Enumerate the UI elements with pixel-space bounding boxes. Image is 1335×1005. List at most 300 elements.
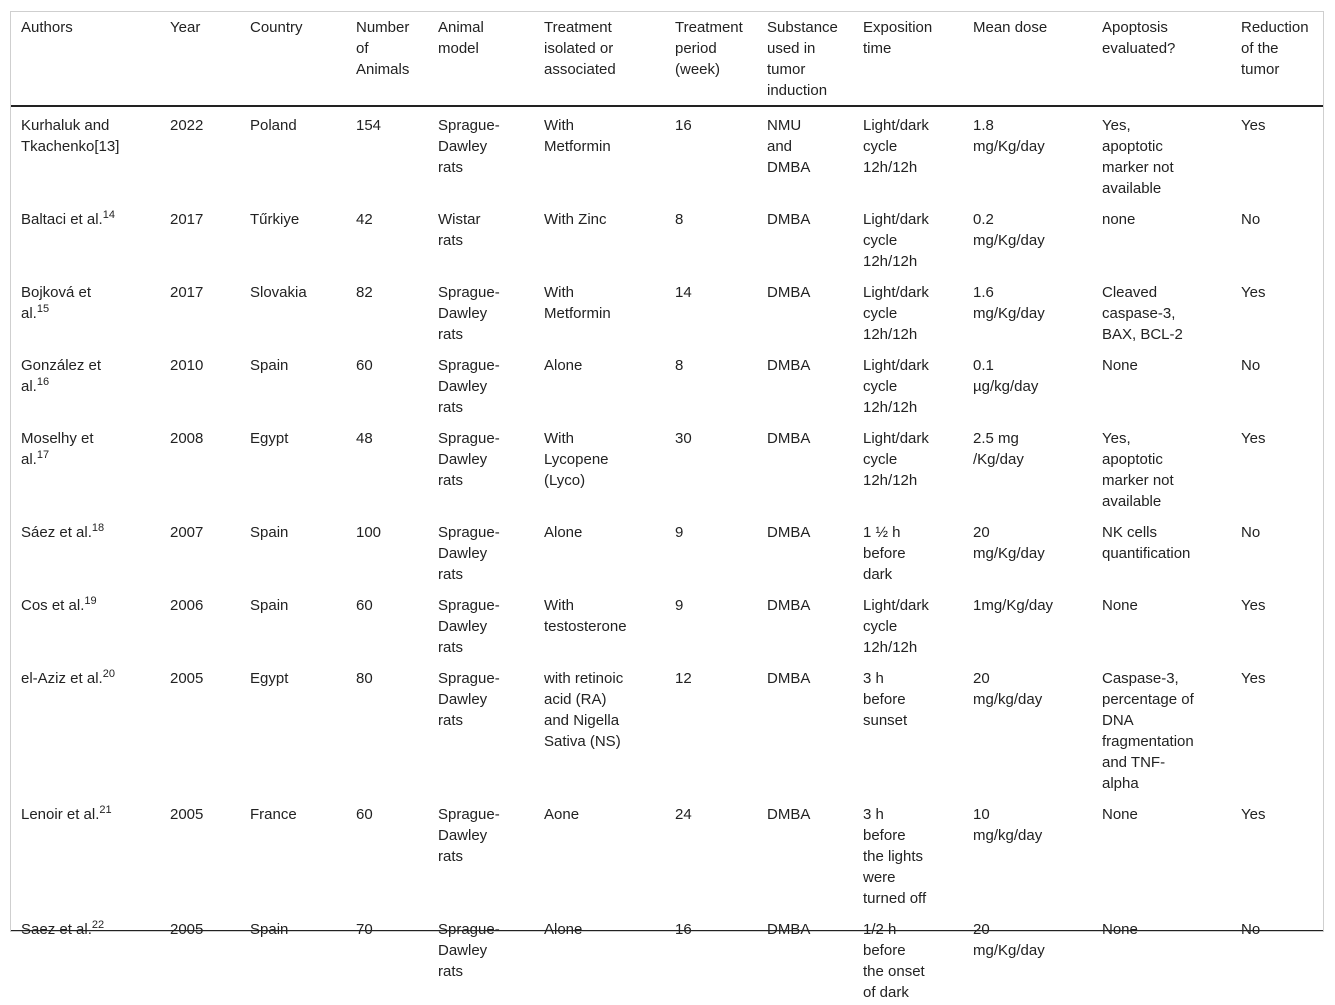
- substance-cell-line: DMBA: [767, 597, 811, 614]
- country-cell: [240, 587, 346, 660]
- exposition-cell-line: dark: [863, 566, 893, 583]
- country-cell: [240, 420, 346, 514]
- exposition-cell-line: cycle: [863, 232, 898, 249]
- dose-cell-line: mg/Kg/day: [973, 545, 1045, 562]
- year-cell-line: 2017: [170, 284, 204, 301]
- model-cell-line: rats: [438, 472, 464, 489]
- table-row: [11, 106, 1323, 201]
- apoptosis-cell: [1092, 420, 1231, 514]
- substance-cell: [757, 796, 853, 911]
- model-cell: [428, 587, 534, 660]
- dose-cell-line: 1mg/Kg/day: [973, 597, 1054, 614]
- column-header-line: induction: [767, 82, 828, 99]
- column-header: [534, 12, 665, 106]
- exposition-cell-line: cycle: [863, 138, 898, 155]
- exposition-cell-line: cycle: [863, 618, 898, 635]
- exposition-cell: [853, 106, 963, 201]
- data-table: [11, 12, 1323, 1005]
- animals-cell-line: 70: [356, 921, 373, 938]
- reduction-cell: [1231, 201, 1323, 274]
- country-cell: [240, 347, 346, 420]
- dose-cell-line: 20: [973, 921, 990, 938]
- animals-cell-line: 60: [356, 357, 373, 374]
- treatment-cell-line: testosterone: [544, 618, 627, 635]
- year-cell-line: 2022: [170, 117, 204, 134]
- exposition-cell-line: cycle: [863, 305, 898, 322]
- column-header-line: time: [863, 40, 892, 57]
- exposition-cell-line: were: [863, 869, 896, 886]
- author-text: González et: [21, 357, 102, 374]
- author-text: Kurhaluk and: [21, 117, 110, 134]
- country-cell: [240, 274, 346, 347]
- model-cell-line: Dawley: [438, 827, 488, 844]
- treatment-cell-line: (Lyco): [544, 472, 586, 489]
- column-header-line: Year: [170, 19, 201, 36]
- country-cell-line: Poland: [250, 117, 297, 134]
- model-cell-line: Sprague-: [438, 670, 500, 687]
- author-text: el-Aziz et al.: [21, 670, 103, 687]
- exposition-cell: [853, 514, 963, 587]
- model-cell-line: Dawley: [438, 378, 488, 395]
- apoptosis-cell-line: quantification: [1102, 545, 1191, 562]
- exposition-cell-line: the onset: [863, 963, 925, 980]
- author-text: Saez et al.: [21, 921, 92, 938]
- reference-number: 18: [91, 522, 105, 534]
- model-cell-line: Sprague-: [438, 357, 500, 374]
- dose-cell: [963, 347, 1092, 420]
- table-bottom-rule: [11, 930, 1323, 931]
- author-text: al.: [21, 305, 37, 322]
- dose-cell-line: mg/Kg/day: [973, 138, 1045, 155]
- reduction-cell: [1231, 514, 1323, 587]
- exposition-cell-line: Light/dark: [863, 117, 929, 134]
- author-text: al.: [21, 451, 37, 468]
- apoptosis-cell-line: NK cells: [1102, 524, 1158, 541]
- apoptosis-cell: [1092, 347, 1231, 420]
- treatment-cell-line: With: [544, 597, 574, 614]
- dose-cell: [963, 660, 1092, 796]
- substance-cell: [757, 347, 853, 420]
- author-cell: [11, 660, 160, 796]
- country-cell-line: Spain: [250, 597, 289, 614]
- author-text: al.: [21, 378, 37, 395]
- model-cell-line: Dawley: [438, 942, 488, 959]
- apoptosis-cell: [1092, 514, 1231, 587]
- model-cell-line: Sprague-: [438, 430, 500, 447]
- treatment-cell: [534, 420, 665, 514]
- reduction-cell-line: Yes: [1241, 430, 1266, 447]
- period-cell: [665, 347, 757, 420]
- period-cell-line: 9: [675, 597, 684, 614]
- reduction-cell: [1231, 911, 1323, 1005]
- period-cell-line: 30: [675, 430, 692, 447]
- country-cell: [240, 660, 346, 796]
- year-cell: [160, 796, 240, 911]
- model-cell-line: Sprague-: [438, 921, 500, 938]
- reduction-cell-line: Yes: [1241, 597, 1266, 614]
- author-text: Moselhy et: [21, 430, 94, 447]
- animals-cell: [346, 274, 428, 347]
- model-cell-line: rats: [438, 848, 464, 865]
- column-header-line: associated: [544, 61, 616, 78]
- substance-cell: [757, 106, 853, 201]
- reduction-cell-line: Yes: [1241, 806, 1266, 823]
- model-cell-line: Dawley: [438, 618, 488, 635]
- reference-number: 16: [36, 376, 50, 388]
- apoptosis-cell-line: percentage of: [1102, 691, 1194, 708]
- model-cell: [428, 420, 534, 514]
- dose-cell: [963, 911, 1092, 1005]
- substance-cell-line: DMBA: [767, 430, 811, 447]
- column-header: [963, 12, 1092, 106]
- country-cell-line: France: [250, 806, 297, 823]
- treatment-cell: [534, 347, 665, 420]
- animals-cell-line: 100: [356, 524, 382, 541]
- author-cell: [11, 911, 160, 1005]
- model-cell-line: Sprague-: [438, 806, 500, 823]
- table-row: [11, 587, 1323, 660]
- exposition-cell-line: Light/dark: [863, 597, 929, 614]
- table-header-row: [11, 12, 1323, 106]
- table-row: [11, 796, 1323, 911]
- column-header-line: model: [438, 40, 479, 57]
- year-cell-line: 2005: [170, 806, 204, 823]
- apoptosis-cell: [1092, 796, 1231, 911]
- exposition-cell-line: Light/dark: [863, 211, 929, 228]
- table-row: [11, 274, 1323, 347]
- apoptosis-cell-line: apoptotic: [1102, 138, 1163, 155]
- author-cell-line: [21, 115, 156, 136]
- substance-cell: [757, 514, 853, 587]
- table-row: [11, 514, 1323, 587]
- model-cell-line: Dawley: [438, 545, 488, 562]
- model-cell: [428, 796, 534, 911]
- column-header: [428, 12, 534, 106]
- model-cell-line: Dawley: [438, 305, 488, 322]
- exposition-cell-line: 12h/12h: [863, 472, 918, 489]
- model-cell-line: Dawley: [438, 138, 488, 155]
- substance-cell: [757, 201, 853, 274]
- column-header: [1092, 12, 1231, 106]
- exposition-cell-line: 12h/12h: [863, 159, 918, 176]
- column-header-line: Number: [356, 19, 410, 36]
- reference-number: 17: [36, 449, 50, 461]
- dose-cell-line: mg/Kg/day: [973, 305, 1045, 322]
- apoptosis-cell: [1092, 587, 1231, 660]
- period-cell-line: 14: [675, 284, 692, 301]
- model-cell: [428, 911, 534, 1005]
- substance-cell: [757, 587, 853, 660]
- apoptosis-cell-line: alpha: [1102, 775, 1139, 792]
- author-cell: [11, 201, 160, 274]
- dose-cell-line: 0.1: [973, 357, 994, 374]
- country-cell-line: Spain: [250, 357, 289, 374]
- exposition-cell-line: sunset: [863, 712, 908, 729]
- period-cell: [665, 587, 757, 660]
- substance-cell-line: DMBA: [767, 670, 811, 687]
- dose-cell-line: 1.6: [973, 284, 994, 301]
- treatment-cell: [534, 587, 665, 660]
- apoptosis-cell: [1092, 911, 1231, 1005]
- author-cell-line: [21, 136, 156, 157]
- apoptosis-cell-line: apoptotic: [1102, 451, 1163, 468]
- treatment-cell: [534, 274, 665, 347]
- apoptosis-cell-line: caspase-3,: [1102, 305, 1176, 322]
- substance-cell-line: DMBA: [767, 806, 811, 823]
- author-cell: [11, 274, 160, 347]
- model-cell: [428, 660, 534, 796]
- column-header: [160, 12, 240, 106]
- author-cell-line: [21, 282, 156, 303]
- exposition-cell-line: Light/dark: [863, 284, 929, 301]
- animals-cell: [346, 106, 428, 201]
- column-header-line: Animal: [438, 19, 484, 36]
- year-cell: [160, 587, 240, 660]
- model-cell-line: Dawley: [438, 451, 488, 468]
- treatment-cell: [534, 201, 665, 274]
- column-header-line: evaluated?: [1102, 40, 1176, 57]
- apoptosis-cell-line: BAX, BCL-2: [1102, 326, 1183, 343]
- column-header: [1231, 12, 1323, 106]
- column-header-line: (week): [675, 61, 721, 78]
- country-cell-line: Slovakia: [250, 284, 307, 301]
- apoptosis-cell-line: Yes,: [1102, 117, 1131, 134]
- apoptosis-cell-line: and TNF-: [1102, 754, 1166, 771]
- model-cell-line: rats: [438, 326, 464, 343]
- dose-cell: [963, 274, 1092, 347]
- period-cell-line: 12: [675, 670, 692, 687]
- model-cell-line: Sprague-: [438, 524, 500, 541]
- period-cell: [665, 106, 757, 201]
- author-cell-line: [21, 449, 156, 470]
- model-cell: [428, 347, 534, 420]
- treatment-cell-line: and Nigella: [544, 712, 620, 729]
- apoptosis-cell: [1092, 660, 1231, 796]
- treatment-cell-line: With Zinc: [544, 211, 607, 228]
- column-header-line: Apoptosis: [1102, 19, 1168, 36]
- period-cell-line: 16: [675, 921, 692, 938]
- animals-cell: [346, 911, 428, 1005]
- treatment-cell-line: With: [544, 430, 574, 447]
- apoptosis-cell-line: available: [1102, 493, 1162, 510]
- dose-cell: [963, 587, 1092, 660]
- substance-cell-line: DMBA: [767, 524, 811, 541]
- dose-cell-line: 2.5 mg: [973, 430, 1019, 447]
- substance-cell: [757, 274, 853, 347]
- model-cell-line: Wistar: [438, 211, 481, 228]
- treatment-cell-line: Aone: [544, 806, 580, 823]
- period-cell-line: 16: [675, 117, 692, 134]
- model-cell: [428, 514, 534, 587]
- table-body: [11, 106, 1323, 1005]
- country-cell-line: Spain: [250, 921, 289, 938]
- animals-cell-line: 42: [356, 211, 373, 228]
- exposition-cell: [853, 911, 963, 1005]
- year-cell: [160, 347, 240, 420]
- year-cell: [160, 660, 240, 796]
- reduction-cell: [1231, 420, 1323, 514]
- country-cell: [240, 514, 346, 587]
- year-cell: [160, 106, 240, 201]
- reference-number: 19: [84, 595, 97, 607]
- apoptosis-cell-line: marker not: [1102, 159, 1174, 176]
- exposition-cell: [853, 347, 963, 420]
- author-cell-line: [21, 355, 156, 376]
- apoptosis-cell-line: None: [1102, 597, 1138, 614]
- country-cell-line: Egypt: [250, 670, 289, 687]
- author-text: Cos et al.: [21, 597, 85, 614]
- year-cell: [160, 274, 240, 347]
- exposition-cell-line: cycle: [863, 378, 898, 395]
- column-header-line: of the: [1241, 40, 1279, 57]
- exposition-cell-line: 3 h: [863, 670, 884, 687]
- country-cell-line: Tűrkiye: [250, 211, 300, 228]
- period-cell-line: 8: [675, 211, 684, 228]
- exposition-cell: [853, 274, 963, 347]
- animals-cell-line: 80: [356, 670, 373, 687]
- model-cell-line: rats: [438, 566, 464, 583]
- treatment-cell: [534, 106, 665, 201]
- apoptosis-cell-line: marker not: [1102, 472, 1174, 489]
- exposition-cell-line: of dark: [863, 984, 909, 1001]
- apoptosis-cell: [1092, 201, 1231, 274]
- treatment-cell-line: With: [544, 284, 574, 301]
- substance-cell-line: DMBA: [767, 921, 811, 938]
- country-cell: [240, 796, 346, 911]
- exposition-cell-line: 12h/12h: [863, 639, 918, 656]
- reduction-cell-line: No: [1241, 357, 1261, 374]
- reduction-cell: [1231, 660, 1323, 796]
- treatment-cell-line: Metformin: [544, 305, 611, 322]
- reduction-cell: [1231, 106, 1323, 201]
- model-cell-line: rats: [438, 232, 464, 249]
- column-header-line: Exposition: [863, 19, 933, 36]
- dose-cell: [963, 106, 1092, 201]
- column-header-line: used in: [767, 40, 816, 57]
- table-row: [11, 660, 1323, 796]
- exposition-cell-line: before: [863, 942, 906, 959]
- apoptosis-cell-line: None: [1102, 806, 1138, 823]
- author-text: Bojková et: [21, 284, 92, 301]
- dose-cell-line: 1.8: [973, 117, 994, 134]
- year-cell: [160, 420, 240, 514]
- treatment-cell: [534, 911, 665, 1005]
- author-cell: [11, 420, 160, 514]
- column-header-line: Country: [250, 19, 303, 36]
- table-row: [11, 420, 1323, 514]
- reduction-cell: [1231, 274, 1323, 347]
- column-header: [853, 12, 963, 106]
- dose-cell-line: mg/kg/day: [973, 827, 1043, 844]
- year-cell: [160, 514, 240, 587]
- animals-cell: [346, 347, 428, 420]
- model-cell: [428, 106, 534, 201]
- reduction-cell-line: Yes: [1241, 117, 1266, 134]
- column-header-line: tumor: [1241, 61, 1280, 78]
- reference-number: 14: [102, 209, 115, 221]
- animals-cell-line: 154: [356, 117, 382, 134]
- animals-cell: [346, 587, 428, 660]
- column-header: [757, 12, 853, 106]
- reference-number: 20: [102, 668, 115, 680]
- column-header: [11, 12, 160, 106]
- substance-cell: [757, 420, 853, 514]
- model-cell: [428, 201, 534, 274]
- treatment-cell-line: Lycopene: [544, 451, 609, 468]
- period-cell: [665, 274, 757, 347]
- model-cell-line: Sprague-: [438, 597, 500, 614]
- animals-cell-line: 60: [356, 806, 373, 823]
- model-cell-line: rats: [438, 639, 464, 656]
- exposition-cell: [853, 660, 963, 796]
- author-cell: [11, 514, 160, 587]
- animals-cell-line: 82: [356, 284, 373, 301]
- model-cell-line: rats: [438, 399, 464, 416]
- reduction-cell-line: No: [1241, 524, 1261, 541]
- country-cell: [240, 911, 346, 1005]
- substance-cell-line: NMU: [767, 117, 802, 134]
- animals-cell: [346, 796, 428, 911]
- exposition-cell: [853, 587, 963, 660]
- author-cell: [11, 106, 160, 201]
- country-cell: [240, 201, 346, 274]
- model-cell: [428, 274, 534, 347]
- model-cell-line: rats: [438, 963, 464, 980]
- animals-cell-line: 60: [356, 597, 373, 614]
- treatment-cell-line: acid (RA): [544, 691, 607, 708]
- apoptosis-cell-line: Yes,: [1102, 430, 1131, 447]
- exposition-cell-line: 12h/12h: [863, 326, 918, 343]
- period-cell-line: 24: [675, 806, 692, 823]
- year-cell-line: 2005: [170, 921, 204, 938]
- treatment-cell-line: Metformin: [544, 138, 611, 155]
- reduction-cell-line: Yes: [1241, 670, 1266, 687]
- treatment-cell-line: with retinoic: [544, 670, 624, 687]
- author-cell-line: [21, 376, 156, 397]
- country-cell-line: Egypt: [250, 430, 289, 447]
- author-text: Tkachenko[13]: [21, 138, 120, 155]
- author-text: Sáez et al.: [21, 524, 92, 541]
- column-header-line: Substance: [767, 19, 838, 36]
- substance-cell: [757, 660, 853, 796]
- reduction-cell: [1231, 796, 1323, 911]
- treatment-cell: [534, 796, 665, 911]
- author-cell-line: [21, 595, 156, 616]
- reduction-cell: [1231, 347, 1323, 420]
- model-cell-line: rats: [438, 712, 464, 729]
- exposition-cell: [853, 420, 963, 514]
- exposition-cell-line: 1/2 h: [863, 921, 897, 938]
- substance-cell-line: DMBA: [767, 159, 811, 176]
- exposition-cell-line: Light/dark: [863, 430, 929, 447]
- dose-cell-line: mg/Kg/day: [973, 942, 1045, 959]
- substance-cell-line: and: [767, 138, 793, 155]
- author-cell: [11, 587, 160, 660]
- reference-number: 21: [99, 804, 112, 816]
- author-cell-line: [21, 303, 156, 324]
- year-cell-line: 2006: [170, 597, 204, 614]
- column-header-line: Treatment: [544, 19, 612, 36]
- exposition-cell-line: before: [863, 545, 906, 562]
- year-cell-line: 2008: [170, 430, 204, 447]
- exposition-cell-line: cycle: [863, 451, 898, 468]
- country-cell-line: Spain: [250, 524, 289, 541]
- apoptosis-cell-line: None: [1102, 921, 1138, 938]
- animals-cell: [346, 514, 428, 587]
- reference-number: 15: [36, 303, 50, 315]
- treatment-cell: [534, 660, 665, 796]
- column-header-line: Mean dose: [973, 19, 1048, 36]
